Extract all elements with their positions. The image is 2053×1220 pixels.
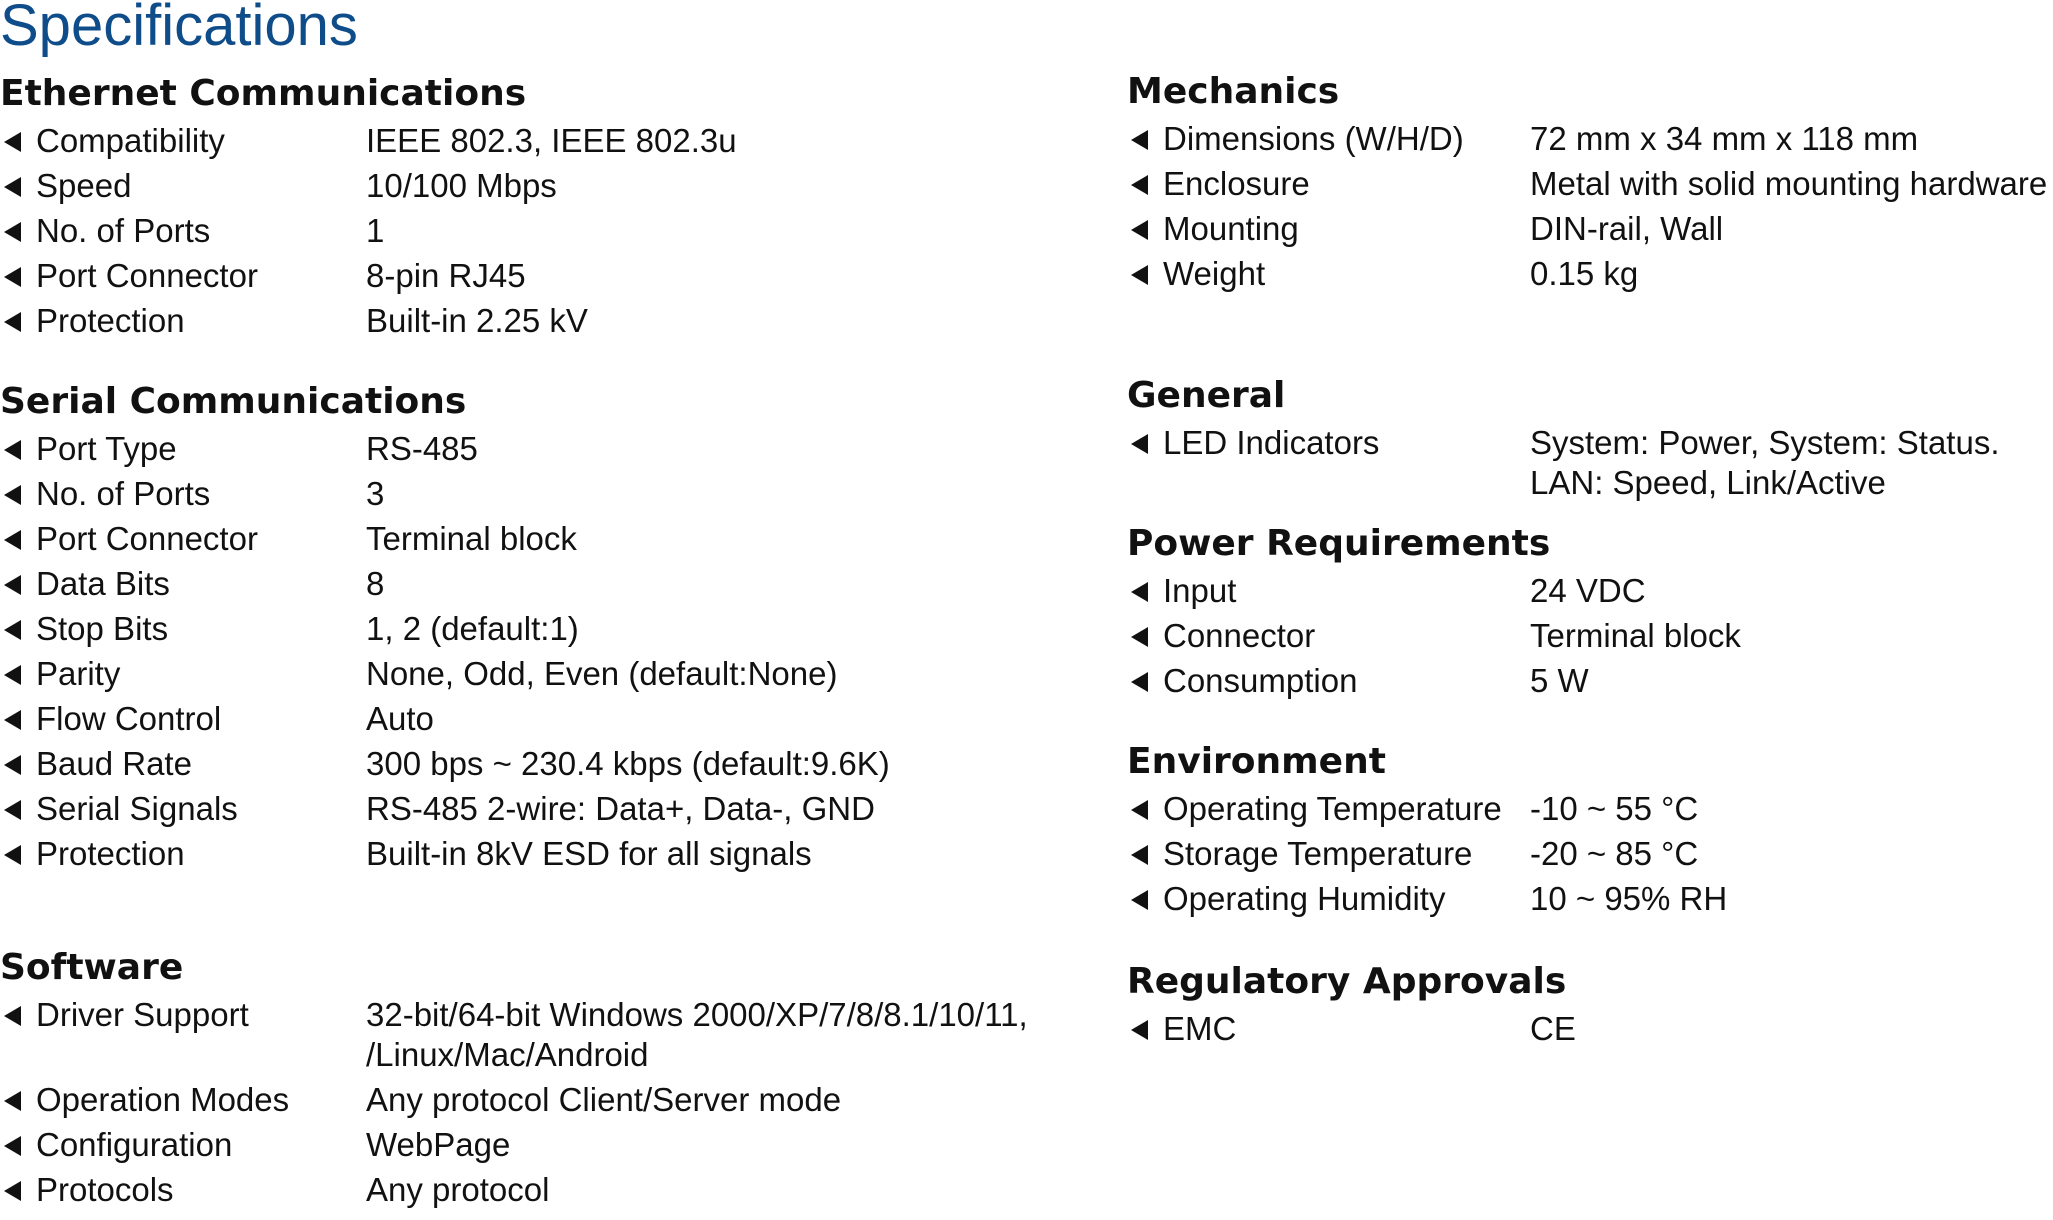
spec-row-compatibility <box>0 121 737 161</box>
spec-label: Operating Humidity <box>1163 880 1446 917</box>
spec-label: Mounting <box>1163 210 1299 247</box>
triangle-bullet-icon <box>4 132 21 152</box>
spec-label: Baud Rate <box>36 745 192 782</box>
spec-row-connector <box>1127 616 1741 656</box>
spec-row-stop-bits <box>0 609 890 649</box>
spec-row-port-connector <box>0 519 890 559</box>
spec-row-configuration <box>0 1125 1028 1165</box>
triangle-bullet-icon <box>4 665 21 685</box>
spec-value: /Linux/Mac/Android <box>366 1036 649 1073</box>
spec-label: Stop Bits <box>36 610 169 647</box>
spec-value: Metal with solid mounting hardware <box>1530 165 2048 202</box>
spec-value: 5 W <box>1530 662 1589 699</box>
triangle-bullet-icon <box>4 1181 21 1201</box>
triangle-bullet-icon <box>1131 220 1148 240</box>
spec-label: LED Indicators <box>1163 424 1380 461</box>
spec-row-serial-signals <box>0 789 890 829</box>
triangle-bullet-icon <box>4 1091 21 1111</box>
spec-label: Port Type <box>36 430 177 467</box>
spec-label: Port Connector <box>36 257 258 294</box>
spec-label: Protection <box>36 302 185 339</box>
spec-row-mounting <box>1127 209 2047 249</box>
spec-row-port-connector <box>0 256 737 296</box>
spec-value: LAN: Speed, Link/Active <box>1530 464 1886 501</box>
spec-value: RS-485 2-wire: Data+, Data-, GND <box>366 790 875 827</box>
section-title: Software <box>0 947 184 988</box>
triangle-bullet-icon <box>4 1136 21 1156</box>
spec-value: 10 ~ 95% RH <box>1530 880 1728 917</box>
spec-label: Serial Signals <box>36 790 238 827</box>
spec-label: Weight <box>1163 255 1266 292</box>
spec-row-operating-temperature <box>1127 789 1727 829</box>
section-title: Serial Communications <box>0 381 467 422</box>
spec-value: 3 <box>366 475 385 512</box>
spec-row-flow-control <box>0 699 890 739</box>
section-regulatory-approvals <box>1127 960 1576 1049</box>
spec-value: 72 mm x 34 mm x 118 mm <box>1530 120 1919 157</box>
spec-value: 10/100 Mbps <box>366 167 557 204</box>
spec-value: 0.15 kg <box>1530 255 1639 292</box>
triangle-bullet-icon <box>4 530 21 550</box>
page-title: Specifications <box>0 0 358 58</box>
spec-value: 32-bit/64-bit Windows 2000/XP/7/8/8.1/10/11, <box>366 996 1028 1033</box>
triangle-bullet-icon <box>1131 627 1148 647</box>
section-environment <box>1127 740 1727 919</box>
triangle-bullet-icon <box>4 312 21 332</box>
spec-row-data-bits <box>0 564 890 604</box>
spec-label: EMC <box>1163 1010 1237 1047</box>
section-power-requirements <box>1127 522 1741 701</box>
triangle-bullet-icon <box>4 1006 21 1026</box>
spec-row-led-indicators <box>1127 423 2000 503</box>
spec-label: Operating Temperature <box>1163 790 1502 827</box>
triangle-bullet-icon <box>1131 130 1148 150</box>
section-title: Ethernet Communications <box>0 73 527 114</box>
section-title: Mechanics <box>1127 71 1340 112</box>
triangle-bullet-icon <box>1131 265 1148 285</box>
spec-value: Auto <box>366 700 434 737</box>
spec-value: 1 <box>366 212 385 249</box>
triangle-bullet-icon <box>4 710 21 730</box>
spec-label: Speed <box>36 167 132 204</box>
spec-label: Driver Support <box>36 996 249 1033</box>
spec-value: -20 ~ 85 °C <box>1530 835 1699 872</box>
spec-label: No. of Ports <box>36 212 211 249</box>
triangle-bullet-icon <box>4 222 21 242</box>
section-title: General <box>1127 375 1286 416</box>
spec-value: Terminal block <box>366 520 577 557</box>
spec-label: Protocols <box>36 1171 174 1208</box>
triangle-bullet-icon <box>1131 890 1148 910</box>
spec-value: System: Power, System: Status. <box>1530 424 2000 461</box>
spec-row-protocols <box>0 1170 1028 1210</box>
section-title: Power Requirements <box>1127 523 1551 564</box>
section-title: Regulatory Approvals <box>1127 961 1567 1002</box>
triangle-bullet-icon <box>4 267 21 287</box>
triangle-bullet-icon <box>4 755 21 775</box>
triangle-bullet-icon <box>4 845 21 865</box>
triangle-bullet-icon <box>4 440 21 460</box>
spec-label: Configuration <box>36 1126 233 1163</box>
spec-row-storage-temperature <box>1127 834 1727 874</box>
section-serial-communications <box>0 380 890 874</box>
spec-value: None, Odd, Even (default:None) <box>366 655 838 692</box>
spec-row-no-of-ports <box>0 474 890 514</box>
section-mechanics <box>1127 70 2047 294</box>
spec-label: Enclosure <box>1163 165 1310 202</box>
spec-row-port-type <box>0 429 890 469</box>
spec-row-emc <box>1127 1009 1576 1049</box>
triangle-bullet-icon <box>4 177 21 197</box>
spec-value: Built-in 8kV ESD for all signals <box>366 835 812 872</box>
section-general <box>1127 374 2000 503</box>
spec-label: Consumption <box>1163 662 1358 699</box>
spec-label: Compatibility <box>36 122 225 159</box>
spec-value: 8-pin RJ45 <box>366 257 526 294</box>
triangle-bullet-icon <box>4 800 21 820</box>
spec-row-dimensions-w-h-d <box>1127 119 2047 159</box>
triangle-bullet-icon <box>1131 845 1148 865</box>
spec-label: Data Bits <box>36 565 170 602</box>
spec-value: RS-485 <box>366 430 478 467</box>
spec-label: Storage Temperature <box>1163 835 1473 872</box>
triangle-bullet-icon <box>1131 672 1148 692</box>
spec-row-speed <box>0 166 737 206</box>
spec-value: 300 bps ~ 230.4 kbps (default:9.6K) <box>366 745 890 782</box>
spec-row-baud-rate <box>0 744 890 784</box>
triangle-bullet-icon <box>4 620 21 640</box>
spec-value: Any protocol Client/Server mode <box>366 1081 842 1118</box>
spec-label: Parity <box>36 655 121 692</box>
spec-row-parity <box>0 654 890 694</box>
spec-label: Input <box>1163 572 1237 609</box>
spec-value: DIN-rail, Wall <box>1530 210 1724 247</box>
spec-value: 24 VDC <box>1530 572 1646 609</box>
section-ethernet-communications <box>0 72 737 341</box>
spec-value: -10 ~ 55 °C <box>1530 790 1699 827</box>
triangle-bullet-icon <box>1131 434 1148 454</box>
triangle-bullet-icon <box>1131 582 1148 602</box>
spec-label: No. of Ports <box>36 475 211 512</box>
spec-value: 8 <box>366 565 385 602</box>
spec-label: Port Connector <box>36 520 258 557</box>
triangle-bullet-icon <box>4 575 21 595</box>
section-title: Environment <box>1127 741 1386 782</box>
triangle-bullet-icon <box>1131 800 1148 820</box>
spec-value: WebPage <box>366 1126 511 1163</box>
spec-row-enclosure <box>1127 164 2047 204</box>
spec-value: CE <box>1530 1010 1576 1047</box>
spec-row-no-of-ports <box>0 211 737 251</box>
spec-label: Connector <box>1163 617 1316 654</box>
spec-label: Flow Control <box>36 700 222 737</box>
spec-row-weight <box>1127 254 2047 294</box>
spec-row-input <box>1127 571 1741 611</box>
spec-value: IEEE 802.3, IEEE 802.3u <box>366 122 737 159</box>
triangle-bullet-icon <box>1131 1020 1148 1040</box>
spec-label: Protection <box>36 835 185 872</box>
spec-value: Built-in 2.25 kV <box>366 302 588 339</box>
spec-row-protection <box>0 834 890 874</box>
spec-label: Dimensions (W/H/D) <box>1163 120 1464 157</box>
section-software <box>0 946 1028 1210</box>
spec-row-operation-modes <box>0 1080 1028 1120</box>
spec-row-driver-support <box>0 995 1028 1075</box>
triangle-bullet-icon <box>4 485 21 505</box>
spec-row-protection <box>0 301 737 341</box>
triangle-bullet-icon <box>1131 175 1148 195</box>
spec-row-consumption <box>1127 661 1741 701</box>
spec-value: 1, 2 (default:1) <box>366 610 579 647</box>
spec-row-operating-humidity <box>1127 879 1727 919</box>
spec-value: Terminal block <box>1530 617 1741 654</box>
spec-value: Any protocol <box>366 1171 550 1208</box>
spec-label: Operation Modes <box>36 1081 290 1118</box>
